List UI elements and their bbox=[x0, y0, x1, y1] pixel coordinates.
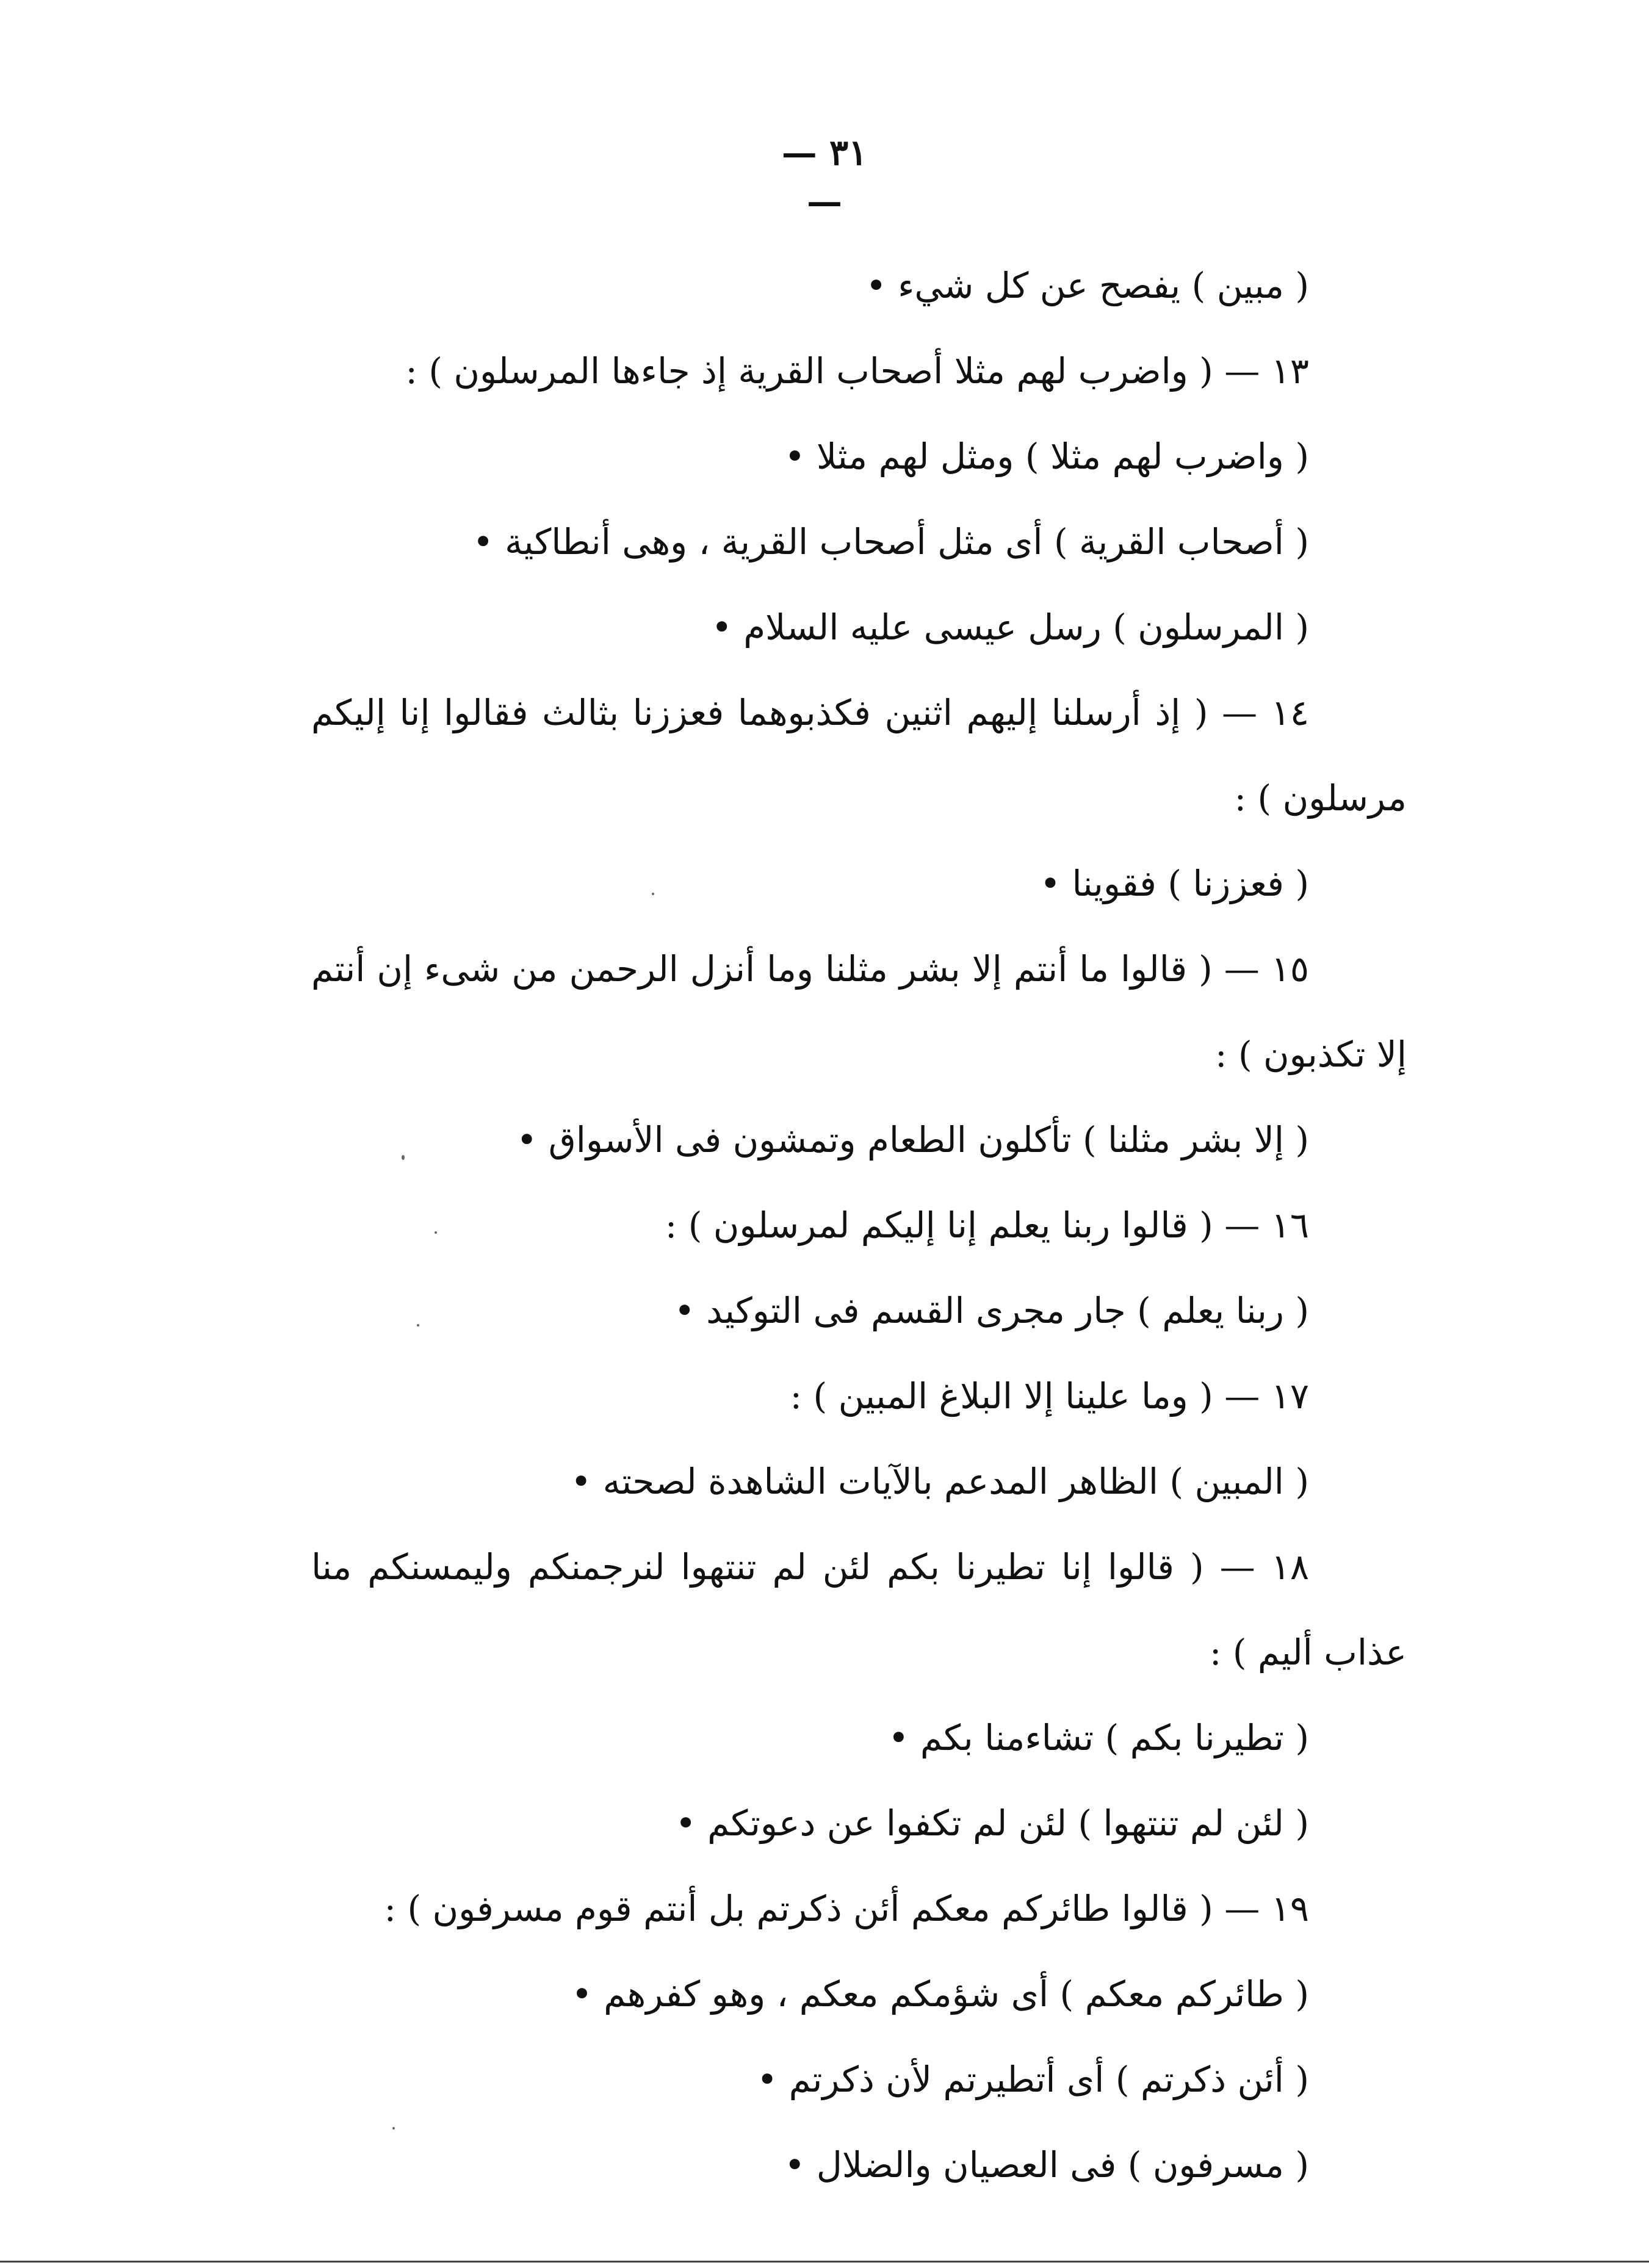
commentary-line: ( المرسلون ) رسل عيسى عليه السلام • bbox=[711, 607, 1309, 648]
verse-line: ١٦ — ( قالوا ربنا يعلم إنا إليكم لمرسلون ) : bbox=[665, 1204, 1309, 1246]
verse-line: ١٧ — ( وما علينا إلا البلاغ المبين ) : bbox=[790, 1375, 1309, 1417]
commentary-line: ( تطيرنا بكم ) تشاءمنا بكم • bbox=[888, 1717, 1309, 1759]
scan-speck bbox=[417, 1324, 419, 1327]
commentary-line: ( ربنا يعلم ) جار مجرى القسم فى التوكيد • bbox=[674, 1290, 1309, 1331]
commentary-line: ( أئن ذكرتم ) أى أتطيرتم لأن ذكرتم • bbox=[756, 2059, 1309, 2100]
commentary-line: ( فعززنا ) فقوينا • bbox=[1039, 863, 1309, 904]
commentary-line: ( إلا بشر مثلنا ) تأكلون الطعام وتمشون فى الأسواق • bbox=[516, 1119, 1309, 1161]
page-body bbox=[311, 243, 1407, 2208]
commentary-line: ( لئن لم تنتهوا ) لئن لم تكفوا عن دعوتكم • bbox=[675, 1802, 1309, 1844]
commentary-line: ( أصحاب القرية ) أى مثل أصحاب القرية ، وهى أنطاكية • bbox=[472, 521, 1309, 563]
commentary-line: ( مبين ) يفصح عن كل شيء • bbox=[865, 265, 1309, 306]
verse-paragraph bbox=[311, 926, 1407, 1097]
scan-speck bbox=[435, 1231, 437, 1234]
verse-text: ١٥ — ( قالوا ما أنتم إلا بشر مثلنا وما أنزل الرحمن من شىء إن أنتم إلا تكذبون ) : bbox=[311, 948, 1407, 1075]
verse-paragraph bbox=[311, 670, 1407, 841]
scan-speck bbox=[392, 2127, 395, 2129]
commentary-line: ( طائركم معكم ) أى شؤمكم معكم ، وهو كفرهم • bbox=[571, 1973, 1309, 2015]
scan-speck bbox=[402, 1155, 405, 1160]
verse-paragraph bbox=[311, 1524, 1407, 1695]
verse-text: ١٤ — ( إذ أرسلنا إليهم اثنين فكذبوهما فعززنا بثالث فقالوا إنا إليكم مرسلون ) : bbox=[311, 692, 1407, 819]
page-number: — ٣١ — bbox=[781, 132, 868, 222]
commentary-line: ( المبين ) الظاهر المدعم بالآيات الشاهدة لصحته • bbox=[571, 1461, 1309, 1502]
verse-line: ١٣ — ( واضرب لهم مثلا أصحاب القرية إذ جاءها المرسلون ) : bbox=[405, 350, 1309, 392]
verse-line: ١٩ — ( قالوا طائركم معكم أئن ذكرتم بل أنتم قوم مسرفون ) : bbox=[384, 1888, 1309, 1929]
commentary-line: ( مسرفون ) فى العصيان والضلال • bbox=[784, 2144, 1309, 2186]
page-bottom-border bbox=[0, 2261, 1649, 2263]
verse-text: ١٨ — ( قالوا إنا تطيرنا بكم لئن لم تنتهوا لنرجمنكم وليمسنكم منا عذاب أليم ) : bbox=[311, 1546, 1407, 1673]
scan-speck bbox=[652, 893, 654, 895]
commentary-line: ( واضرب لهم مثلا ) ومثل لهم مثلا • bbox=[784, 436, 1309, 477]
